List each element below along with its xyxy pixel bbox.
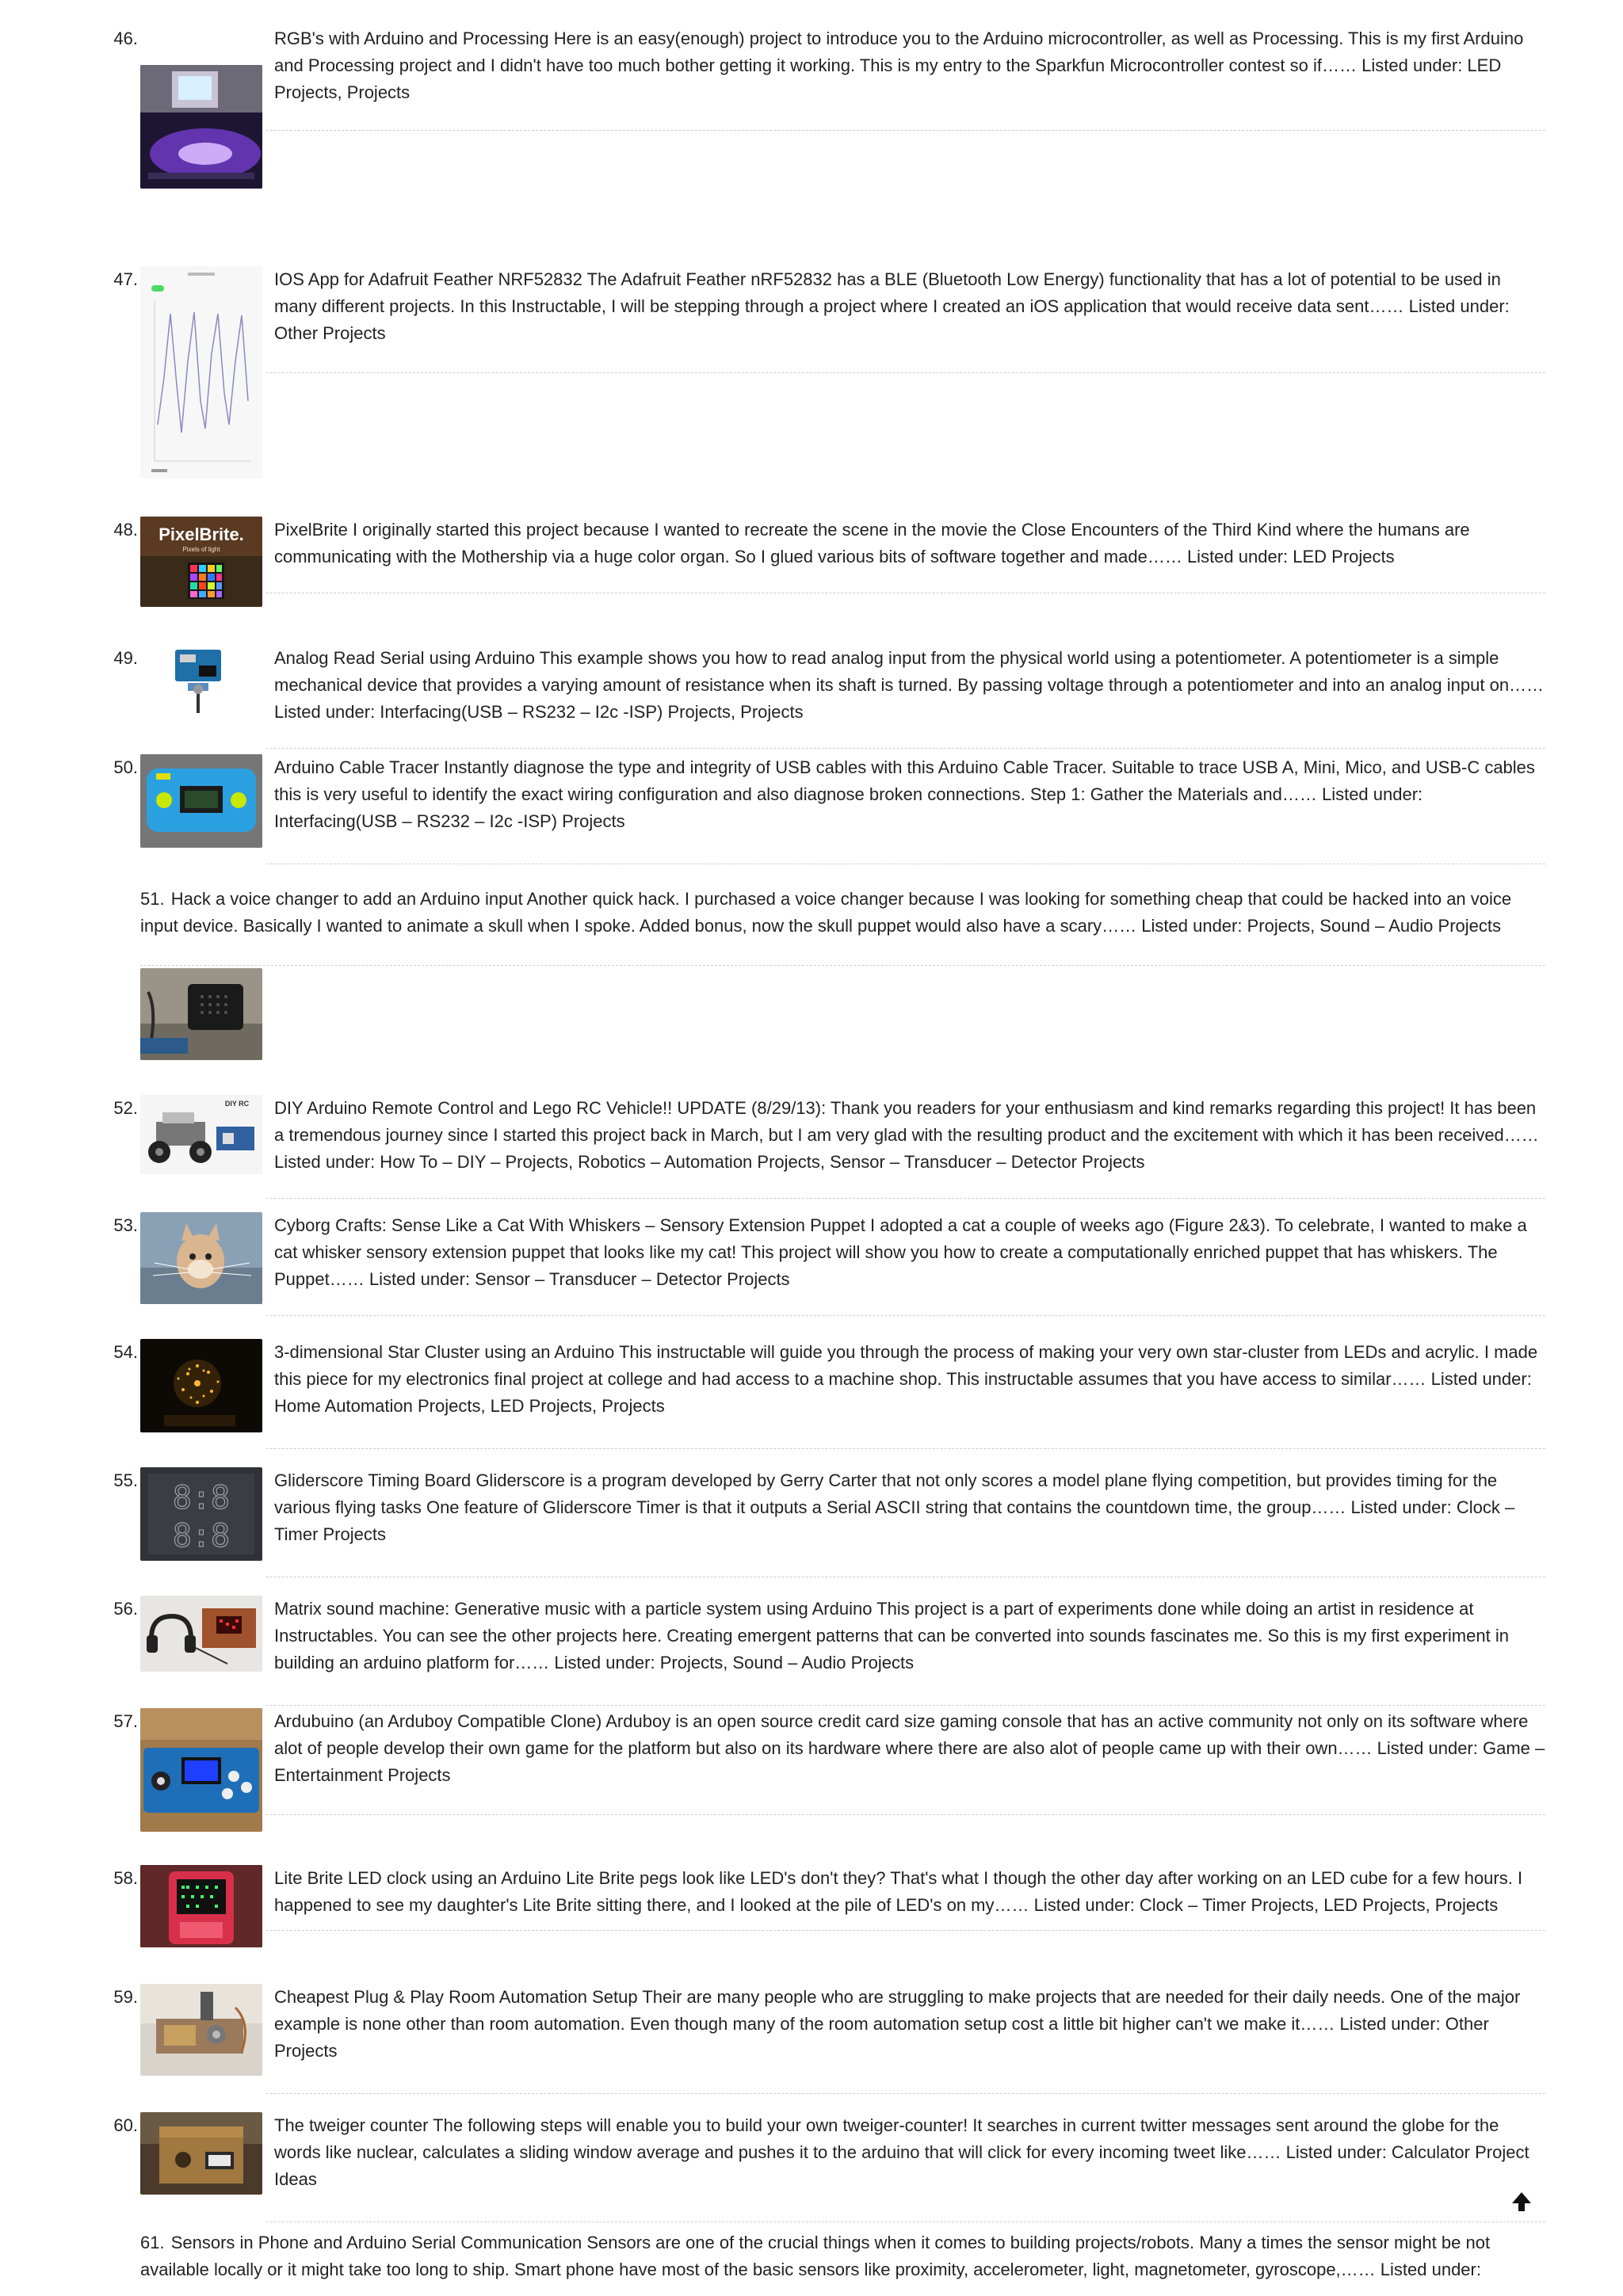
- item-description[interactable]: Lite Brite LED clock using an Arduino Lite Brite pegs look like LED's don't they? That's what I though the other day after working on an LED cube for a few hours. I happened to see my daughter's Lite Brite sitting there, and I looked at the pile of LED's on my…… Listed under: Clock – Timer Projects, LED Projects, Projects: [274, 1868, 1523, 1915]
- item-number: 58.: [113, 1868, 138, 1888]
- item-number: 56.: [113, 1599, 138, 1619]
- item-description[interactable]: [140, 886, 1545, 940]
- item-thumbnail[interactable]: [140, 1865, 262, 1947]
- item-description[interactable]: Matrix sound machine: Generative music with a particle system using Arduino This project is a part of experiments done while doing an artist in residence at Instructables. You can see the other projects here. Creating emergent patterns that can be converted into sounds fascinates me. So this is my first experiment in building an arduino platform for…… Listed under: Projects, Sound – Audio Projects: [274, 1599, 1509, 1672]
- item-number: 47.: [113, 269, 138, 289]
- back-to-top-button[interactable]: [1509, 2189, 1534, 2214]
- item-description[interactable]: RGB's with Arduino and Processing Here is an easy(enough) project to introduce you to the Arduino microcontroller, as well as Processing. This is my first Arduino and Processing project and I didn't have too much bother getting it working. This is my entry to the Sparkfun Microcontroller contest so if…… Listed under: LED Projects, Projects: [274, 29, 1524, 102]
- item-thumbnail[interactable]: [140, 65, 262, 189]
- item-thumbnail[interactable]: [140, 1467, 262, 1561]
- item-thumbnail[interactable]: [140, 517, 262, 607]
- item-separator: [266, 1814, 1545, 1815]
- item-number: 49.: [113, 648, 138, 668]
- item-thumbnail[interactable]: [140, 2112, 262, 2195]
- item-number: 55.: [113, 1470, 138, 1490]
- item-separator: [266, 748, 1545, 749]
- item-thumbnail[interactable]: [140, 968, 262, 1060]
- list-item: [0, 1467, 1623, 1570]
- item-separator: [140, 965, 1545, 966]
- thumb-label: DIY RC: [224, 1100, 250, 1108]
- item-description[interactable]: Cheapest Plug & Play Room Automation Setup Their are many people who are struggling to make projects that are needed for their daily needs. One of the major example is none other than room automation. Even though many of the room automation setup cost a little bit higher can't we make it…… Listed under: Other Projects: [274, 1987, 1521, 2061]
- thumb-subtitle: Pixels of light: [182, 546, 220, 553]
- item-number: 54.: [113, 1342, 138, 1362]
- item-thumbnail[interactable]: [140, 1339, 262, 1432]
- item-description[interactable]: DIY Arduino Remote Control and Lego RC Vehicle!! UPDATE (8/29/13): Thank you readers for your enthusiasm and kind remarks regarding this project! It has been a tremendous journey since I started this project back in March, but I am very glad with the resulting product and the excitement with which it has been received…… Listed under: How To – DIY – Projects, Robotics – Automation Projects, Sensor – Transducer – Detector Projects: [274, 1098, 1539, 1172]
- item-number: 50.: [113, 757, 138, 777]
- item-description[interactable]: Cyborg Crafts: Sense Like a Cat With Whiskers – Sensory Extension Puppet I adopted a cat a couple of weeks ago (Figure 2&3). To celebrate, I wanted to make a cat whisker sensory extension puppet that looks like my cat! This project will show you how to create a computationally enriched puppet that has whiskers. The Puppet…… Listed under: Sensor – Transducer – Detector Projects: [274, 1215, 1527, 1289]
- item-number: 57.: [113, 1711, 138, 1731]
- item-separator: [266, 372, 1545, 373]
- item-number: 52.: [113, 1098, 138, 1118]
- item-thumbnail[interactable]: [140, 1095, 262, 1174]
- thumb-title: PixelBrite.: [158, 524, 244, 544]
- item-description[interactable]: Arduino Cable Tracer Instantly diagnose the type and integrity of USB cables with this Arduino Cable Tracer. Suitable to trace USB A, Mini, Mico, and USB-C cables this is very useful to identify the exact wiring configuration and also diagnose broken connections. Step 1: Gather the Materials and…… Listed under: Interfacing(USB – RS232 – I2c -ISP) Projects: [274, 757, 1535, 831]
- thumb-digits-bottom: 8:8: [172, 1518, 231, 1554]
- item-thumbnail[interactable]: [140, 1212, 262, 1304]
- item-thumbnail[interactable]: [140, 1984, 262, 2076]
- list-item: [0, 1865, 1623, 1968]
- item-separator: [266, 1315, 1545, 1316]
- item-description-text: Hack a voice changer to add an Arduino input Another quick hack. I purchased a voice changer because I was looking for something cheap that could be hacked into an voice input device. Basically I wanted to animate a skull when I spoke. Added bonus, now the skull puppet would also have a scary…… Listed under: Projects, Sound – Audio Projects: [140, 889, 1512, 936]
- item-separator: [266, 130, 1545, 131]
- list-item: [0, 517, 1623, 604]
- list-item: [0, 1095, 1623, 1198]
- item-thumbnail[interactable]: [140, 1596, 262, 1672]
- item-description[interactable]: Analog Read Serial using Arduino This example shows you how to read analog input from the physical world using a potentiometer. A potentiometer is a simple mechanical device that provides a varying amount of resistance when its shaft is turned. By passing voltage through a potentiometer and into an analog input on…… Listed under: Interfacing(USB – RS232 – I2c -ISP) Projects, Projects: [274, 648, 1545, 722]
- list-item: [0, 2229, 1623, 2296]
- item-number: 53.: [113, 1215, 138, 1235]
- list-item: [0, 2112, 1623, 2215]
- item-description[interactable]: IOS App for Adafruit Feather NRF52832 The Adafruit Feather nRF52832 has a BLE (Bluetooth Low Energy) functionality that has a lot of potential to be used in many different projects. In this Instructable, I will be stepping through a project where I created an iOS application that would receive data sent…… Listed under: Other Projects: [274, 269, 1510, 343]
- list-item: [0, 886, 1623, 1060]
- item-description[interactable]: Gliderscore Timing Board Gliderscore is a program developed by Gerry Carter that not only scores a model plane flying competition, but provides timing for the various flying tasks One feature of Gliderscore Timer is that it outputs a Serial ASCII string that contains the countdown time, the group…… Listed under: Clock – Timer Projects: [274, 1470, 1515, 1544]
- item-description[interactable]: [140, 2229, 1545, 2283]
- list-item: [0, 1212, 1623, 1315]
- item-description[interactable]: Ardubuino (an Arduboy Compatible Clone) Arduboy is an open source credit card size gaming console that has an active community not only on its software where alot of people develop their own game for the platform but also on its hardware where there are also alot of people came up with their own…… Listed under: Game – Entertainment Projects: [274, 1711, 1545, 1785]
- item-number: 48.: [113, 520, 138, 540]
- item-thumbnail[interactable]: [140, 1708, 262, 1832]
- list-item: [0, 1596, 1623, 1699]
- item-separator: [266, 1930, 1545, 1931]
- item-number: 46.: [113, 29, 138, 48]
- list-item: [0, 645, 1623, 748]
- item-number: 60.: [113, 2115, 138, 2135]
- item-separator: [266, 2093, 1545, 2094]
- item-number: 59.: [113, 1987, 138, 2007]
- list-item: [0, 1339, 1623, 1442]
- item-separator: [266, 1448, 1545, 1449]
- item-number: 61.: [140, 2233, 165, 2252]
- item-thumbnail[interactable]: [140, 645, 262, 721]
- item-number: 51.: [140, 889, 165, 909]
- item-thumbnail[interactable]: [140, 754, 262, 848]
- arrow-up-icon: [1509, 2189, 1534, 2214]
- item-thumbnail[interactable]: [140, 266, 262, 479]
- thumb-digits-top: 8:8: [172, 1480, 231, 1516]
- item-description[interactable]: The tweiger counter The following steps will enable you to build your own tweiger-counter! It searches in current twitter messages sent around the globe for the words like nuclear, calculates a sliding window average and pushes it to the arduino that will click for every incoming tweet like…… Listed under: Calculator Project Ideas: [274, 2115, 1529, 2189]
- list-item: [0, 266, 1623, 488]
- list-item: [0, 24, 1623, 231]
- list-item: [0, 1984, 1623, 2087]
- item-description[interactable]: PixelBrite I originally started this project because I wanted to recreate the scene in the movie the Close Encounters of the Third Kind where the humans are communicating with the Mothership via a huge color organ. So I glued various bits of software together and made…… Listed under: LED Projects: [274, 520, 1470, 566]
- item-separator: [266, 1705, 1545, 1706]
- item-description[interactable]: 3-dimensional Star Cluster using an Arduino This instructable will guide you through the process of making your very own star-cluster from LEDs and acrylic. I made this piece for my electronics final project at college and had access to a machine shop. This instructable assumes that you have access to similar…… Listed under: Home Automation Projects, LED Projects, Projects: [274, 1342, 1538, 1416]
- item-description-text: Sensors in Phone and Arduino Serial Communication Sensors are one of the crucial things when it comes to building projects/robots. Many a times the sensor might be not available locally or it might take too long to ship. Smart phone have most of the basic sensors like proximity, accelerometer, light, magnetometer, gyroscope,…… Listed under:: [140, 2233, 1491, 2279]
- item-separator: [266, 1198, 1545, 1199]
- list-item: [0, 1708, 1623, 1811]
- list-item: [0, 754, 1623, 857]
